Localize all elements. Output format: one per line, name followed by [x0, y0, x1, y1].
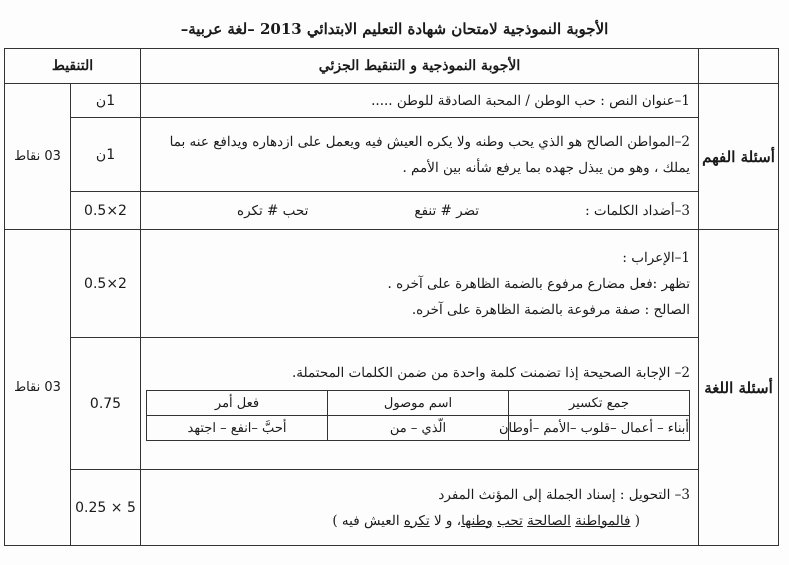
language-q1-row [5, 230, 779, 338]
empty-header-cell [699, 49, 779, 84]
comprehension-q3-points: 2×0.5 [71, 192, 141, 230]
opposite-pair-2: تحب # تكره [237, 202, 309, 219]
opposite-pair-1: تضر # تنفع [414, 202, 480, 219]
comprehension-category: أسئلة الفهم [699, 84, 779, 230]
language-q2-answer: 2– الإجابة الصحيحة إذا تضمنت كلمة واحدة من ضمن الكلمات المحتملة. جمع تكسير اسم موصول فعل أمر أبناء – أعمال –قلوب –الأمم –أوطان الّذي – من أحبَّ –انفع – اجتهد [141, 338, 699, 470]
opposites-label: 3–أضداد الكلمات : [585, 202, 691, 219]
comprehension-q3-answer [141, 192, 699, 230]
comprehension-q2-points: 1ن [71, 118, 141, 192]
plural-header: جمع تكسير [509, 391, 690, 416]
comprehension-q3-row [5, 192, 779, 230]
comprehension-q1-points: 1ن [71, 84, 141, 118]
language-q2-points: 0.75 [71, 338, 141, 470]
grading-header: التنقيط [5, 49, 141, 84]
comprehension-q2-answer: 2–المواطن الصالح هو الذي يحب وطنه ولا يكره العيش فيه ويعمل على ازدهاره ويدافع عنه بما يملك ، وهو من يبذل جهده بما يرفع شأنه بين الأمم . [141, 118, 699, 192]
page-title: الأجوبة النموذجية لامتحان شهادة التعليم الابتدائي 2013 –لغة عربية– [180, 20, 609, 38]
comprehension-q2-row [5, 118, 779, 192]
answers-header: الأجوبة النموذجية و التنقيط الجزئي [141, 49, 699, 84]
language-q3-row [5, 470, 779, 546]
relative-pronoun-values: الّذي – من [328, 416, 509, 441]
plural-values: أبناء – أعمال –قلوب –الأمم –أوطان [509, 416, 690, 441]
answers-table [4, 48, 779, 546]
language-q3-points: 5 × 0.25 [71, 470, 141, 546]
comprehension-total: 03 نقاط [5, 84, 71, 230]
relative-pronoun-header: اسم موصول [328, 391, 509, 416]
language-q1-points: 2×0.5 [71, 230, 141, 338]
transformed-sentence: ( فالمواطنة الصالحة تحب وطنها، و لا تكره العيش فيه ) [332, 512, 641, 529]
language-total: 03 نقاط [5, 230, 71, 546]
language-q2-row [5, 338, 779, 470]
language-category: أسئلة اللغة [699, 230, 779, 546]
header-row [5, 49, 779, 84]
imperative-values: أحبَّ –انفع – اجتهد [147, 416, 328, 441]
comprehension-q1-row [5, 84, 779, 118]
language-q1-answer: 1–الإعراب : تظهر :فعل مضارع مرفوع بالضمة الظاهرة على آخره . الصالح : صفة مرفوعة بالضمة الظاهرة على آخره. [141, 230, 699, 338]
language-q3-answer: 3– التحويل : إسناد الجملة إلى المؤنث المفرد ( فالمواطنة الصالحة تحب وطنها، و لا تكره العيش فيه ) [141, 470, 699, 546]
word-types-table [146, 390, 690, 441]
comprehension-q1-answer: 1–عنوان النص : حب الوطن / المحبة الصادقة للوطن ..... [141, 84, 699, 118]
imperative-header: فعل أمر [147, 391, 328, 416]
